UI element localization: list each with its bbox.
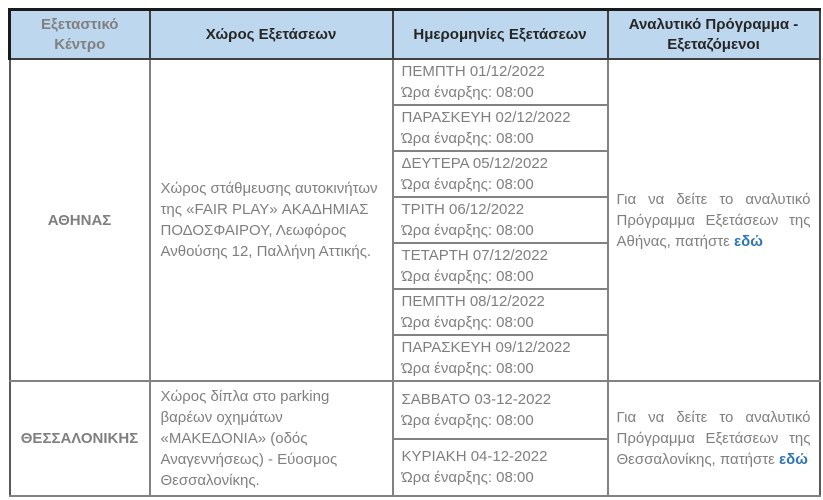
column-header-program: Αναλυτικό Πρόγραμμα - Εξεταζόμενοι [608, 10, 820, 60]
exam-day-date: ΣΑΒΒΑΤΟ 03-12-2022 [401, 390, 552, 408]
exam-date-cell [393, 335, 608, 381]
start-time: Ώρα έναρξης: 08:00 [401, 130, 534, 147]
exam-date-cell [393, 289, 608, 335]
program-text: Για να δείτε το αναλυτικό Πρόγραμμα Εξετάσεων της Αθήνας, πατήστε [616, 190, 811, 250]
start-time: Ώρα έναρξης: 08:00 [401, 314, 534, 331]
exam-day-date: ΠΑΡΑΣΚΕΥΗ 09/12/2022 [401, 339, 571, 356]
exam-date-cell [393, 59, 608, 105]
program-link-athens[interactable]: εδώ [734, 232, 763, 250]
start-time: Ώρα έναρξης: 08:00 [401, 469, 534, 487]
exam-day-date: ΠΕΜΠΤΗ 08/12/2022 [401, 293, 545, 310]
start-time: Ώρα έναρξης: 08:00 [401, 222, 534, 239]
column-header-exam-dates: Ημερομηνίες Εξετάσεων [393, 10, 608, 60]
program-cell-thessaloniki [608, 381, 820, 496]
program-link-thessaloniki[interactable]: εδώ [779, 451, 808, 468]
column-header-exam-location: Χώρος Εξετάσεων [150, 10, 393, 60]
exam-date-cell [393, 197, 608, 243]
exam-date-cell [393, 381, 608, 439]
exam-schedule-table [8, 8, 821, 497]
exam-day-date: ΠΑΡΑΣΚΕΥΗ 02/12/2022 [401, 109, 571, 126]
start-time: Ώρα έναρξης: 08:00 [401, 411, 534, 429]
exam-day-date: ΔΕΥΤΕΡΑ 05/12/2022 [401, 155, 549, 172]
exam-day-date: ΠΕΜΠΤΗ 01/12/2022 [401, 63, 545, 80]
exam-location-thessaloniki: Χώρος δίπλα στο parking βαρέων οχημάτων «ΜΑΚΕΔΟΝΙΑ» (οδός Αναγεννήσεως) - Εύοσμος Θεσσαλονίκης. [150, 381, 393, 496]
exam-date-cell [393, 243, 608, 289]
program-cell-athens [608, 59, 820, 381]
start-time: Ώρα έναρξης: 08:00 [401, 84, 534, 101]
start-time: Ώρα έναρξης: 08:00 [401, 268, 534, 285]
exam-center-thessaloniki: ΘΕΣΣΑΛΟΝΙΚΗΣ [10, 381, 150, 496]
table-row [10, 381, 820, 439]
program-text: Για να δείτε το αναλυτικό Πρόγραμμα Εξετάσεων της Θεσσαλονίκης, πατήστε [616, 409, 811, 468]
exam-date-cell [393, 105, 608, 151]
exam-date-cell [393, 151, 608, 197]
header-row [10, 10, 820, 60]
exam-day-date: ΤΕΤΑΡΤΗ 07/12/2022 [401, 247, 548, 264]
exam-date-cell [393, 439, 608, 497]
exam-day-date: ΤΡΙΤΗ 06/12/2022 [401, 201, 525, 218]
start-time: Ώρα έναρξης: 08:00 [401, 176, 534, 193]
table-row [10, 59, 820, 105]
column-header-exam-center: Εξεταστικό Κέντρο [10, 10, 150, 60]
exam-day-date: ΚΥΡΙΑΚΗ 04-12-2022 [401, 448, 548, 466]
start-time: Ώρα έναρξης: 08:00 [401, 360, 534, 377]
exam-location-athens: Χώρος στάθμευσης αυτοκινήτων της «FAIR PLAY» ΑΚΑΔΗΜΙΑΣ ΠΟΔΟΣΦΑΙΡΟΥ, Λεωφόρος Ανθούσης 12, Παλλήνη Αττικής. [150, 59, 393, 381]
exam-center-athens: ΑΘΗΝΑΣ [10, 59, 150, 381]
